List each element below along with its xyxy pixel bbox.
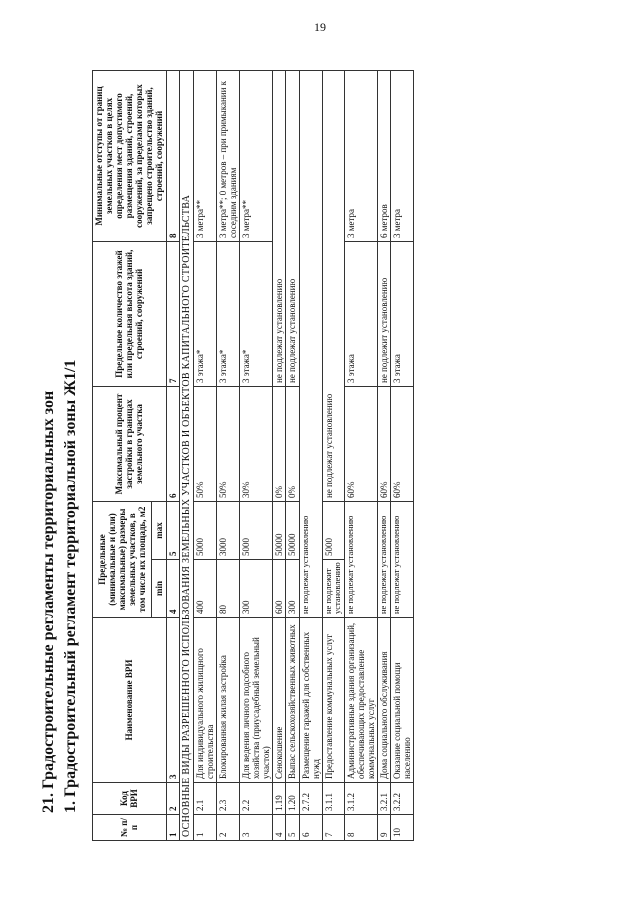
cell-min: 400 <box>193 559 216 617</box>
table-row <box>391 70 414 840</box>
cell-percent: 0% <box>286 386 299 501</box>
table-row <box>216 70 239 840</box>
cell-setback: 3 метра**; 0 метров – при примыкании к соседним зданиям <box>216 70 239 241</box>
header-name: Наименование ВРИ <box>93 617 167 782</box>
section-title: 21. Градостроительные регламенты территориальных зон <box>40 390 57 813</box>
cell-min: 80 <box>216 559 239 617</box>
cell-code: 2.1 <box>193 782 216 814</box>
cell-name: Размещение гаражей для собственных нужд <box>299 617 322 782</box>
col-number: 5 <box>166 501 179 559</box>
header-setback: Минимальные отступы от границ земельных участков в целях определения мест допустимого размещения зданий, строений, сооружений, за пределами которых запрещено строительство зданий, строений, сооружений <box>93 70 167 241</box>
cell-not-applicable: не подлежат установлению <box>322 70 344 501</box>
page-number: 19 <box>314 20 326 34</box>
table-row <box>299 70 322 840</box>
cell-max: 5000 <box>240 501 273 559</box>
cell-not-applicable: не подлежат установлению <box>273 70 286 386</box>
cell-code: 2.3 <box>216 782 239 814</box>
cell-percent: 50% <box>193 386 216 501</box>
cell-setback: 3 метра <box>344 70 377 241</box>
header-min: min <box>152 559 166 617</box>
cell-floors: 3 этажа* <box>193 241 216 386</box>
cell-percent: 60% <box>377 386 390 501</box>
header-plot-size: Предельные (минимальные и (или) максимальные) размеры земельных участков, в том числе их площадь, м2 <box>93 501 152 617</box>
cell-floors: 3 этажа* <box>216 241 239 386</box>
cell-percent: 50% <box>216 386 239 501</box>
cell-min: 300 <box>240 559 273 617</box>
table-row <box>240 70 273 840</box>
table-row <box>344 70 377 840</box>
cell-setback: 3 метра** <box>193 70 216 241</box>
cell-percent: 60% <box>344 386 377 501</box>
col-number: 7 <box>166 241 179 386</box>
cell-percent: 60% <box>391 386 414 501</box>
cell-num: 8 <box>344 814 377 840</box>
header-row <box>93 70 152 840</box>
cell-code: 2.7.2 <box>299 782 322 814</box>
cell-code: 3.1.1 <box>322 782 344 814</box>
cell-name: Административные здания организаций, обеспечивающих предоставление коммунальных услуг <box>344 617 377 782</box>
col-number: 1 <box>166 814 179 840</box>
cell-code: 3.2.2 <box>391 782 414 814</box>
section-banner: ОСНОВНЫЕ ВИДЫ РАЗРЕШЕННОГО ИСПОЛЬЗОВАНИЯ ЗЕМЕЛЬНЫХ УЧАСТКОВ И ОБЪЕКТОВ КАПИТАЛЬНОГО СТРОИТЕЛЬСТВА <box>179 70 193 840</box>
cell-num: 6 <box>299 814 322 840</box>
cell-floors: 3 этажа <box>344 241 377 386</box>
col-number: 2 <box>166 782 179 814</box>
cell-name: Сенокошение <box>273 617 286 782</box>
cell-code: 1.19 <box>273 782 286 814</box>
cell-min: 600 <box>273 559 286 617</box>
cell-code: 1.20 <box>286 782 299 814</box>
table-row <box>286 70 299 840</box>
header-num: № п/п <box>93 814 167 840</box>
table-row <box>377 70 390 840</box>
cell-floors: не подлежит установлению <box>377 241 390 386</box>
cell-code: 2.2 <box>240 782 273 814</box>
cell-name: Предоставление коммунальных услуг <box>322 617 344 782</box>
cell-min: не подлежит установлению <box>322 559 344 617</box>
cell-name: Блокированная жилая застройка <box>216 617 239 782</box>
cell-num: 3 <box>240 814 273 840</box>
cell-name: Выпас сельскохозяйственных животных <box>286 617 299 782</box>
cell-num: 7 <box>322 814 344 840</box>
table-row <box>193 70 216 840</box>
table-row <box>322 70 344 840</box>
cell-floors: 3 этажа <box>391 241 414 386</box>
cell-num: 9 <box>377 814 390 840</box>
cell-num: 10 <box>391 814 414 840</box>
cell-floors: 3 этажа* <box>240 241 273 386</box>
col-number: 6 <box>166 386 179 501</box>
header-max: max <box>152 501 166 559</box>
cell-setback: 3 метра** <box>240 70 273 241</box>
cell-not-applicable: не подлежат установлению <box>391 501 414 617</box>
cell-not-applicable: не подлежат установлению <box>377 501 390 617</box>
cell-num: 4 <box>273 814 286 840</box>
cell-setback: 6 метров <box>377 70 390 241</box>
cell-max: 3000 <box>216 501 239 559</box>
cell-code: 3.2.1 <box>377 782 390 814</box>
cell-not-applicable: не подлежат установлению <box>344 501 377 617</box>
header-code: Код ВРИ <box>93 782 167 814</box>
cell-name: Дома социального обслуживания <box>377 617 390 782</box>
col-number: 4 <box>166 559 179 617</box>
col-number: 8 <box>166 70 179 241</box>
column-number-row <box>166 70 179 840</box>
header-floors: Предельное количество этажей или предельная высота зданий, строений, сооружений <box>93 241 167 386</box>
cell-max: 50000 <box>273 501 286 559</box>
cell-name: Оказание социальной помощи населению <box>391 617 414 782</box>
cell-min: 300 <box>286 559 299 617</box>
cell-max: 5000 <box>193 501 216 559</box>
cell-setback: 3 метра <box>391 70 414 241</box>
rotated-page <box>40 53 600 853</box>
cell-name: Для ведения личного подсобного хозяйства (приусадебный земельный участок) <box>240 617 273 782</box>
banner-row <box>179 70 193 840</box>
subsection-title: 1. Градостроительный регламент территориальной зоны Ж1/1 <box>62 359 79 813</box>
cell-percent: 30% <box>240 386 273 501</box>
regulation-table <box>92 70 414 841</box>
table-row <box>273 70 286 840</box>
cell-num: 5 <box>286 814 299 840</box>
col-number: 3 <box>166 617 179 782</box>
cell-not-applicable: не подлежат установлению <box>286 70 299 386</box>
cell-name: Для индивидуального жилищного строительства <box>193 617 216 782</box>
cell-max: 50000 <box>286 501 299 559</box>
cell-code: 3.1.2 <box>344 782 377 814</box>
cell-percent: 0% <box>273 386 286 501</box>
cell-max: 5000 <box>322 501 344 559</box>
cell-num: 2 <box>216 814 239 840</box>
header-percent: Максимальный процент застройки в границах земельного участка <box>93 386 167 501</box>
cell-num: 1 <box>193 814 216 840</box>
cell-not-applicable: не подлежат установлению <box>299 70 322 617</box>
